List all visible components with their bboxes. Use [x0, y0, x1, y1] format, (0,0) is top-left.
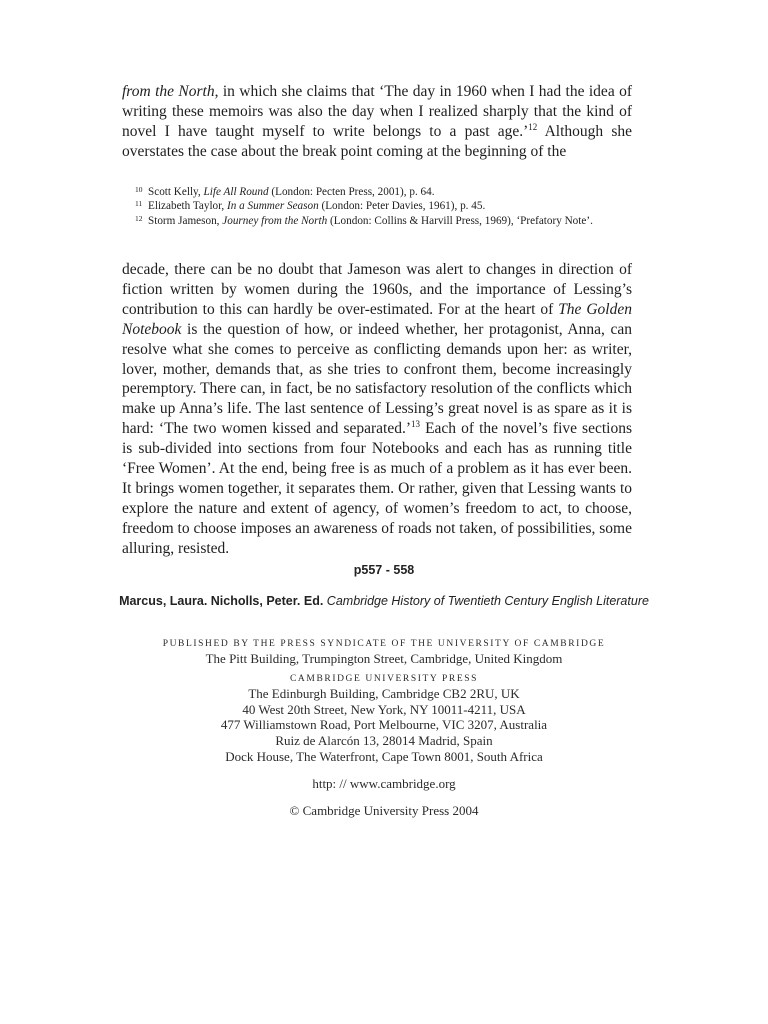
citation-authors: Marcus, Laura. Nicholls, Peter. Ed.	[119, 594, 324, 608]
footnote-text: Storm Jameson,	[148, 214, 223, 227]
top-paragraph-text: , in which she claims that ‘The day in 1960 when I had the idea of writing these memoirs was also the day when I realized sharply that the kind of novel I have taught myself to write belongs to a past age.’	[122, 83, 632, 140]
footnote-title: Journey from the North	[222, 214, 328, 227]
footnote-number: 10	[135, 185, 143, 194]
footnote-title: Life All Round	[203, 186, 269, 198]
press-address: 40 West 20th Street, New York, NY 10011-4211, USA	[242, 701, 526, 717]
novel-title-italic: The Golden Notebook	[122, 300, 632, 338]
footnote-ref-12: 12	[528, 121, 538, 132]
press-heading: CAMBRIDGE UNIVERSITY PRESS	[290, 673, 478, 684]
citation-title: Cambridge History of Twentieth Century English Literature	[326, 594, 649, 608]
footnote-text: Scott Kelly,	[148, 186, 204, 198]
press-address: 477 Williamstown Road, Port Melbourne, VIC 3207, Australia	[220, 717, 548, 733]
publisher-imprint	[0, 637, 768, 818]
publisher-address: The Pitt Building, Trumpington Street, Cambridge, United Kingdom	[205, 651, 563, 666]
page-reference: p557 - 558	[353, 563, 415, 577]
main-paragraph	[122, 260, 632, 559]
footnote-text: (London: Pecten Press, 2001), p. 64.	[268, 186, 435, 198]
copyright-notice: © Cambridge University Press 2004	[289, 802, 479, 818]
press-address: Ruiz de Alarcón 13, 28014 Madrid, Spain	[275, 733, 493, 749]
top-paragraph-tail: Although she overstates the case about the break point coming at the beginning of the	[122, 122, 632, 160]
source-citation	[0, 594, 768, 608]
footnote	[135, 214, 635, 228]
book-title-italic: from the North	[122, 83, 215, 100]
website-url: http: // www.cambridge.org	[312, 775, 456, 791]
footnote-ref-13: 13	[411, 419, 421, 430]
footnotes	[135, 185, 635, 228]
main-paragraph-part3: Each of the novel’s five sections is sub-divided into sections from four Notebooks and each has as running title ‘Free Women’. At the end, being free is as much of a problem as it has ever been. It brings women together, it separates them. Or rather, given that Lessing wants to explore the nature and extent of agency, of women’s freedom to act, to choose, freedom to choose imposes an awareness of roads not taken, of possibilities, some alluring, resisted.	[122, 420, 632, 557]
footnote-number: 11	[135, 199, 143, 209]
press-address: Dock House, The Waterfront, Cape Town 8001, South Africa	[225, 748, 543, 764]
footnote-title: In a Summer Season	[227, 200, 319, 213]
footnote-text: (London: Peter Davies, 1961), p. 45.	[318, 200, 486, 213]
footnote-text: (London: Collins & Harvill Press, 1969), ‘Prefatory Note’.	[327, 214, 593, 227]
footnote-number: 12	[135, 213, 143, 223]
footnote	[135, 199, 635, 213]
press-address: The Edinburgh Building, Cambridge CB2 2RU, UK	[248, 685, 520, 701]
main-paragraph-part1: decade, there can be no doubt that Jameson was alert to changes in direction of fiction written by women during the 1960s, and the importance of Lessing’s contribution to this can hardly be over-estimated. For at the heart of	[122, 261, 632, 318]
footnote	[135, 185, 635, 199]
publisher-heading: PUBLISHED BY THE PRESS SYNDICATE OF THE UNIVERSITY OF CAMBRIDGE	[162, 639, 606, 649]
main-paragraph-part2: is the question of how, or indeed whether, her protagonist, Anna, can resolve what she comes to perceive as conflicting demands upon her: as writer, lover, mother, demands that, as she tries to confront them, become increasingly peremptory. There can, in fact, be no satisfactory resolution of the conflicts which make up Anna’s life. The last sentence of Lessing’s great novel is as spare as it is hard: ‘The two women kissed and separated.’	[122, 320, 632, 438]
top-paragraph	[122, 82, 632, 162]
footnote-text: Elizabeth Taylor,	[148, 200, 228, 213]
